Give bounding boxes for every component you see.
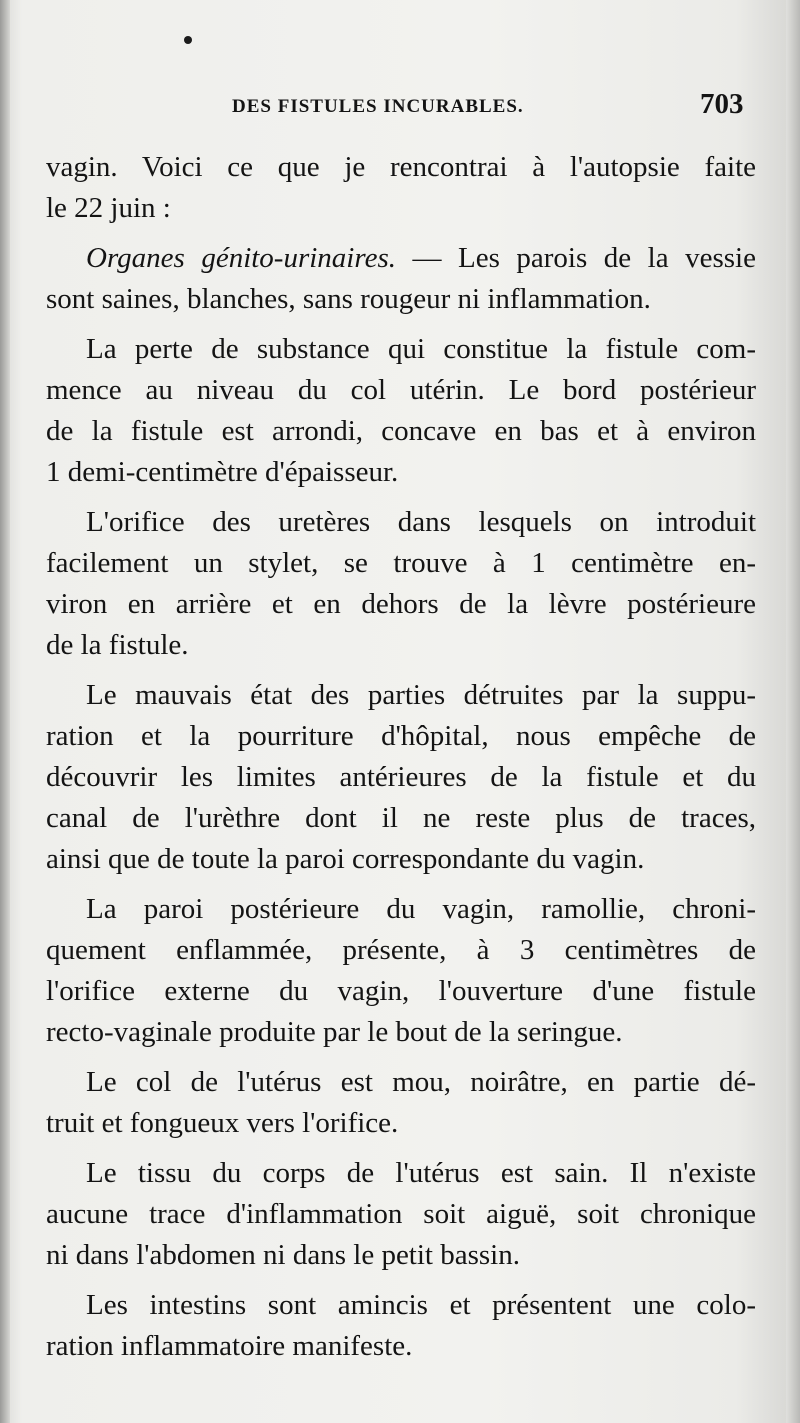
text-line: recto-vaginale produite par le bout de la seringue. [46, 1016, 623, 1048]
text-line: truit et fongueux vers l'orifice. [46, 1107, 399, 1139]
text-line: de la fistule est arrondi, concave en bas et à environ [46, 415, 756, 447]
text-line: sont saines, blanches, sans rougeur ni inflammation. [46, 283, 651, 315]
paragraph-8 [46, 1153, 756, 1276]
text-line [46, 238, 756, 279]
text-line: canal de l'urèthre dont il ne reste plus de traces, [46, 802, 756, 834]
text-line: découvrir les limites antérieures de la fistule et du [46, 761, 756, 793]
text-line: ni dans l'abdomen ni dans le petit bassin. [46, 1239, 520, 1271]
paragraph-4 [46, 502, 756, 666]
text-line: quement enflammée, présente, à 3 centimètres de [46, 934, 756, 966]
text-line: facilement un stylet, se trouve à 1 centimètre en- [46, 547, 756, 579]
page-right-edge [786, 0, 800, 1423]
text-line: Le col de l'utérus est mou, noirâtre, en partie dé- [86, 1066, 756, 1098]
text-line: La perte de substance qui constitue la fistule com- [86, 333, 756, 365]
text-line: Le mauvais état des parties détruites par la suppu- [86, 679, 756, 711]
paragraph-2 [46, 238, 756, 320]
paragraph-5 [46, 675, 756, 880]
text-run: — Les parois de la vessie [395, 242, 756, 274]
paragraph-7 [46, 1062, 756, 1144]
text-line: mence au niveau du col utérin. Le bord postérieur [46, 374, 756, 406]
paragraph-9 [46, 1285, 756, 1367]
body-text [46, 147, 756, 1376]
section-heading-italic: Organes génito-urinaires. [86, 242, 396, 274]
paragraph-3 [46, 329, 756, 493]
paragraph-1 [46, 147, 756, 229]
text-line: ration inflammatoire manifeste. [46, 1330, 413, 1362]
text-line: l'orifice externe du vagin, l'ouverture d'une fistule [46, 975, 756, 1007]
text-line: Le tissu du corps de l'utérus est sain. Il n'existe [86, 1157, 756, 1189]
text-line: ration et la pourriture d'hôpital, nous empêche de [46, 720, 756, 752]
page-number: 703 [700, 88, 744, 120]
text-line: de la fistule. [46, 629, 189, 661]
page-left-edge [0, 0, 10, 1423]
text-line: ainsi que de toute la paroi correspondante du vagin. [46, 843, 645, 875]
text-line: Les intestins sont amincis et présentent une colo- [86, 1289, 756, 1321]
running-head: DES FISTULES INCURABLES. [232, 96, 524, 117]
text-line: le 22 juin : [46, 192, 171, 224]
text-line: aucune trace d'inflammation soit aiguë, soit chronique [46, 1198, 756, 1230]
text-line: 1 demi-centimètre d'épaisseur. [46, 456, 399, 488]
text-line: viron en arrière et en dehors de la lèvre postérieure [46, 588, 756, 620]
ink-dot-mark [184, 36, 192, 44]
text-line: vagin. Voici ce que je rencontrai à l'autopsie faite [46, 151, 756, 183]
text-line: L'orifice des uretères dans lesquels on introduit [86, 506, 756, 538]
text-line: La paroi postérieure du vagin, ramollie, chroni- [86, 893, 756, 925]
paragraph-6 [46, 889, 756, 1053]
